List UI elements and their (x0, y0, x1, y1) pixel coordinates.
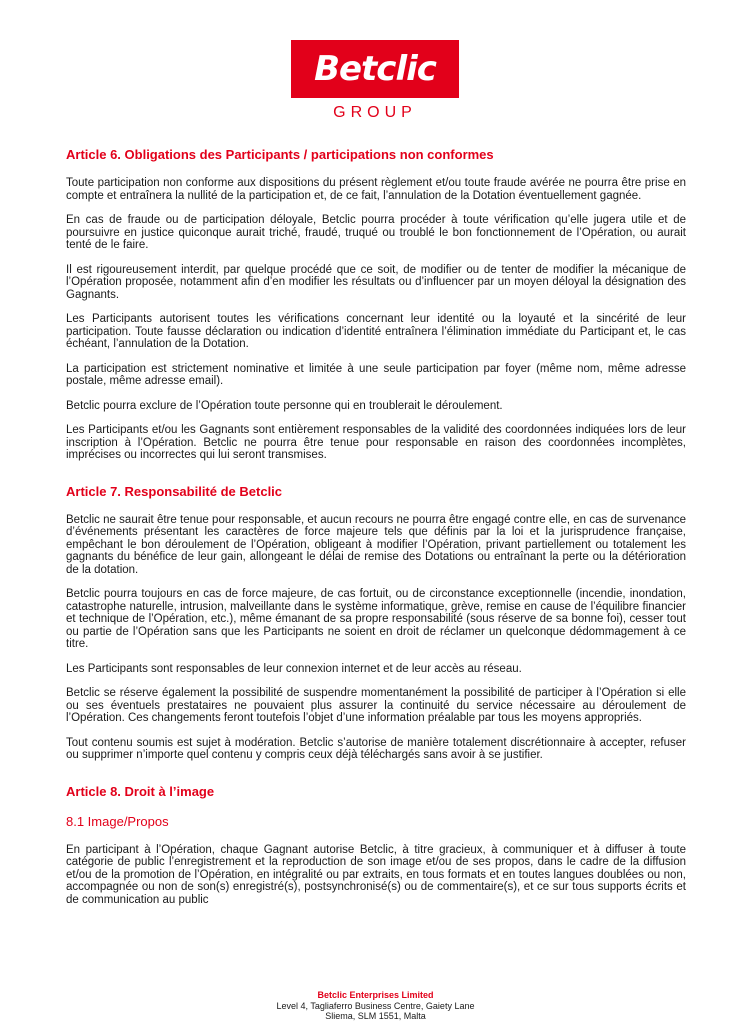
article-7-heading: Article 7. Responsabilité de Betclic (66, 483, 283, 499)
article-8-1-subheading: 8.1 Image/Propos (66, 813, 169, 829)
article-7-paragraph: Betclic ne saurait être tenue pour responsable, et aucun recours ne pourra être engagé contre elle, en cas de survenance d’événements présentant les caractères de force majeure tels que définis par la loi et la jurisprudence française, empêchant le bon déroulement de l’Opération, obligeant à modifier l’Opération, privant partiellement ou totalement les gagnants du bénéfice de leur gain, allongeant le délai de remise des Dotations ou entraînant la perte ou la détérioration de la dotation. (66, 513, 686, 576)
article-6-paragraph: En cas de fraude ou de participation déloyale, Betclic pourra procéder à toute vérification qu’elle jugera utile et de poursuivre en justice quiconque aurait triché, fraudé, truqué ou troublé le bon fonctionnement de l’Opération, ou aurait tenté de le faire. (66, 214, 686, 251)
article-6-paragraph: Betclic pourra exclure de l’Opération toute personne qui en troublerait le déroulement. (66, 399, 503, 412)
article-7-paragraph: Betclic pourra toujours en cas de force majeure, de cas fortuit, ou de circonstance exceptionnelle (incendie, inondation, catastrophe naturelle, intrusion, malveillante dans le système informatique, grève, remise en cause de l’équilibre financier et technique de l’Opération, etc.), même émanant de sa propre responsabilité (sous réserve de sa bonne foi), cesser tout ou partie de l’Opération sans que les Participants ne soient en droit de réclamer un quelconque dédommagement à ce titre. (66, 588, 686, 650)
logo-subtitle: GROUP (333, 104, 417, 121)
document-body (66, 147, 686, 918)
article-8-heading: Article 8. Droit à l’image (66, 783, 215, 799)
article-7-paragraph: Les Participants sont responsables de leur connexion internet et de leur accès au réseau. (66, 662, 522, 675)
article-7-paragraph: Betclic se réserve également la possibilité de suspendre momentanément la possibilité de participer à l’Opération si elle ou ses éventuels prestataires ne pouvaient plus assurer la continuité du service nécessaire au déroulement de l’Opération. Ces changements feront toutefois l’objet d’une information préalable par tous les moyens appropriés. (66, 687, 686, 724)
betclic-logo (291, 40, 459, 98)
article-8-paragraph: En participant à l’Opération, chaque Gagnant autorise Betclic, à titre gracieux, à communiquer et à diffuser à toute catégorie de public l’enregistrement et la reproduction de son image et/ou de ses propos, dans le cadre de la diffusion et/ou de la promotion de l’Opération, en intégralité ou par extraits, en tous formats et en toutes langues doublées ou non, accompagnée ou non de son(s) enregistré(s), postsynchronisé(s) ou de commentaire(s), et ce sur tous supports écrits et de communication au public (66, 843, 686, 906)
footer-company: Betclic Enterprises Limited (317, 990, 434, 1000)
article-6-paragraph: Toute participation non conforme aux dispositions du présent règlement et/ou toute fraude avérée ne pourra être prise en compte et entraînera la nullité de la participation et, de ce fait, l’annulation de la Dotation éventuellement gagnée. (66, 177, 686, 202)
article-6-heading: Article 6. Obligations des Participants / participations non conformes (66, 147, 494, 162)
footer-address-line: Level 4, Tagliaferro Business Centre, Gaiety Lane (276, 1000, 475, 1011)
logo-text: Betclic (314, 49, 436, 89)
page-footer (0, 990, 751, 1022)
article-6-paragraph: Les Participants et/ou les Gagnants sont entièrement responsables de la validité des coordonnées indiquées lors de leur inscription à l’Opération. Betclic ne pourra être tenue pour responsable en raison des coordonnées incomplètes, imprécises ou incorrectes qui lui seront transmises. (66, 424, 686, 461)
article-6-paragraph: Il est rigoureusement interdit, par quelque procédé que ce soit, de modifier ou de tenter de modifier la mécanique de l’Opération proposée, notamment afin d’en modifier les résultats ou d’influencer par un moyen déloyal la désignation des Gagnants. (66, 263, 686, 301)
footer-address-line: Sliema, SLM 1551, Malta (325, 1011, 426, 1021)
article-7-paragraph: Tout contenu soumis est sujet à modération. Betclic s’autorise de manière totalement discrétionnaire à accepter, refuser ou supprimer n’importe quel contenu y compris ceux déjà téléchargés sans avoir à se justifier. (66, 736, 686, 761)
article-6-paragraph: La participation est strictement nominative et limitée à une seule participation par foyer (même nom, même adresse postale, même adresse email). (66, 362, 686, 387)
article-6-paragraph: Les Participants autorisent toutes les vérifications concernant leur identité ou la loyauté et la sincérité de leur participation. Toute fausse déclaration ou indication d’identité entraînera l’élimination immédiate du Participant et, le cas échéant, l’annulation de la Dotation. (66, 313, 686, 350)
